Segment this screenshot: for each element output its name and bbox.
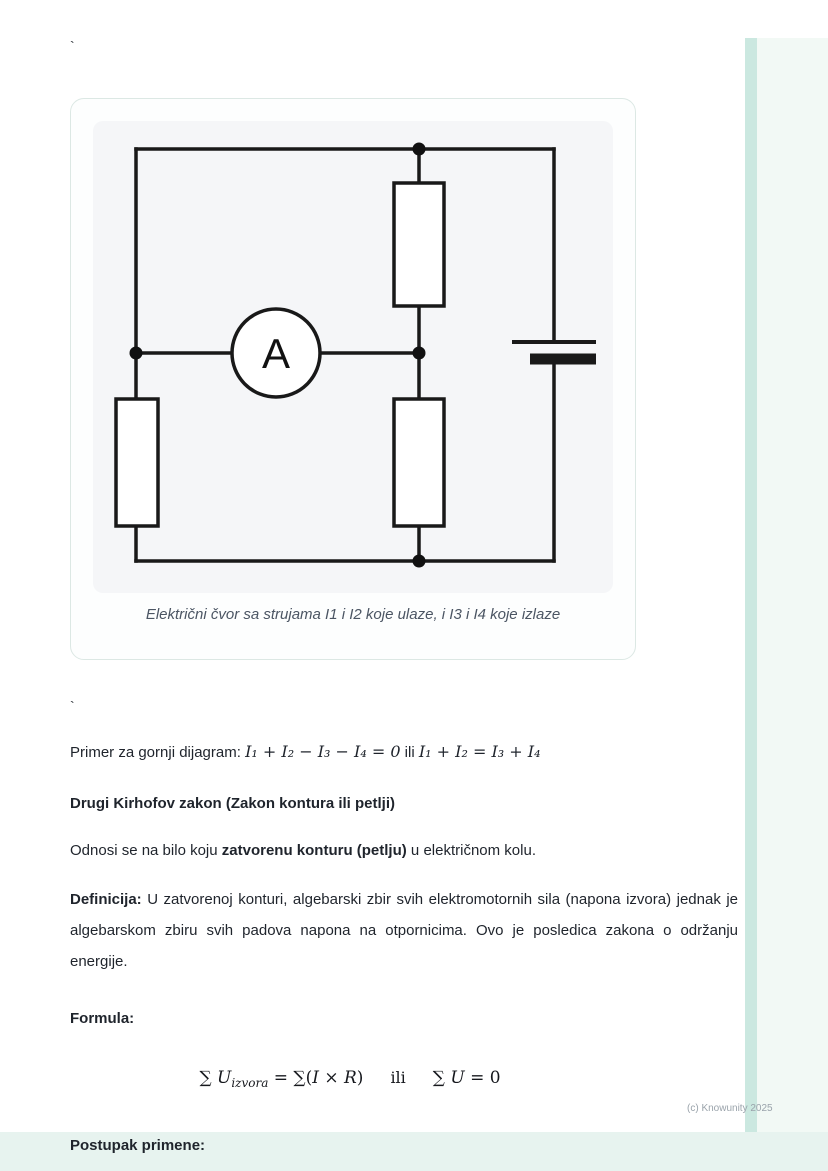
node-dot-top xyxy=(413,143,426,156)
circuit-diagram xyxy=(93,121,613,593)
battery-symbol xyxy=(512,342,596,359)
definicija-paragraph xyxy=(70,885,738,977)
right-accent-strip xyxy=(745,38,757,1132)
kontura-bold: zatvorenu konturu (petlju) xyxy=(221,842,407,860)
primer-ili: ili xyxy=(400,744,419,761)
primer-paragraph xyxy=(70,740,738,765)
heading-drugi-kirhofov-zakon: Drugi Kirhofov zakon (Zakon kontura ili petlji) xyxy=(70,794,396,812)
formula-times: × xyxy=(318,1067,344,1088)
formula-ili: ili xyxy=(390,1067,406,1087)
formula-sum-1: ∑ xyxy=(199,1067,217,1088)
resistor-middle-bottom xyxy=(394,399,444,526)
right-margin-background xyxy=(757,38,828,1171)
formula-i: I xyxy=(312,1067,319,1088)
node-dot-middle xyxy=(413,347,426,360)
backtick-middle: ` xyxy=(70,698,75,714)
document-content xyxy=(70,740,738,1157)
formula-equals-sum: = ∑( xyxy=(268,1067,313,1088)
kirchhoff-voltage-formula xyxy=(70,1068,630,1090)
circuit-diagram-panel xyxy=(93,121,613,593)
primer-text: Primer za gornji dijagram: xyxy=(70,744,246,761)
formula-sum-2: ∑ xyxy=(432,1067,451,1088)
kontura-text-1: Odnosi se na bilo koju xyxy=(70,842,222,860)
primer-formula-1: I₁ + I₂ − I₃ − I₄ = 0 xyxy=(245,742,401,761)
ammeter-label: A xyxy=(261,330,291,377)
resistor-left xyxy=(116,399,158,526)
formula-label: Formula: xyxy=(70,1009,135,1027)
primer-formula-2: I₁ + I₂ = I₃ + I₄ xyxy=(418,742,541,761)
formula-r: R xyxy=(343,1067,357,1088)
kontura-paragraph xyxy=(70,839,738,862)
postupak-label: Postupak primene: xyxy=(70,1136,206,1154)
kontura-text-2: u električnom kolu. xyxy=(406,842,536,860)
formula-u-subscript: izvora xyxy=(231,1075,269,1090)
circuit-figure-card xyxy=(70,98,636,660)
footer-credit: (c) Knowunity 2025 xyxy=(687,1103,773,1114)
node-dot-left xyxy=(130,347,143,360)
formula-equals-zero: = 0 xyxy=(464,1067,501,1088)
definicija-label: Definicija: xyxy=(70,891,142,909)
formula-u-1: U xyxy=(216,1067,232,1088)
formula-u-2: U xyxy=(450,1067,465,1088)
figure-caption: Električni čvor sa strujama I1 i I2 koje ulaze, i I3 i I4 koje izlaze xyxy=(145,606,561,623)
formula-close-paren: ) xyxy=(356,1067,364,1088)
definicija-text: U zatvorenoj konturi, algebarski zbir svih elektromotornih sila (napona izvora) jednak je algebarskom zbiru svih padova napona na otpornicima. Ovo je posledica zakona o održanju energije. xyxy=(70,891,738,970)
resistor-middle-top xyxy=(394,183,444,306)
backtick-top: ` xyxy=(70,38,75,54)
node-dot-bottom xyxy=(413,555,426,568)
